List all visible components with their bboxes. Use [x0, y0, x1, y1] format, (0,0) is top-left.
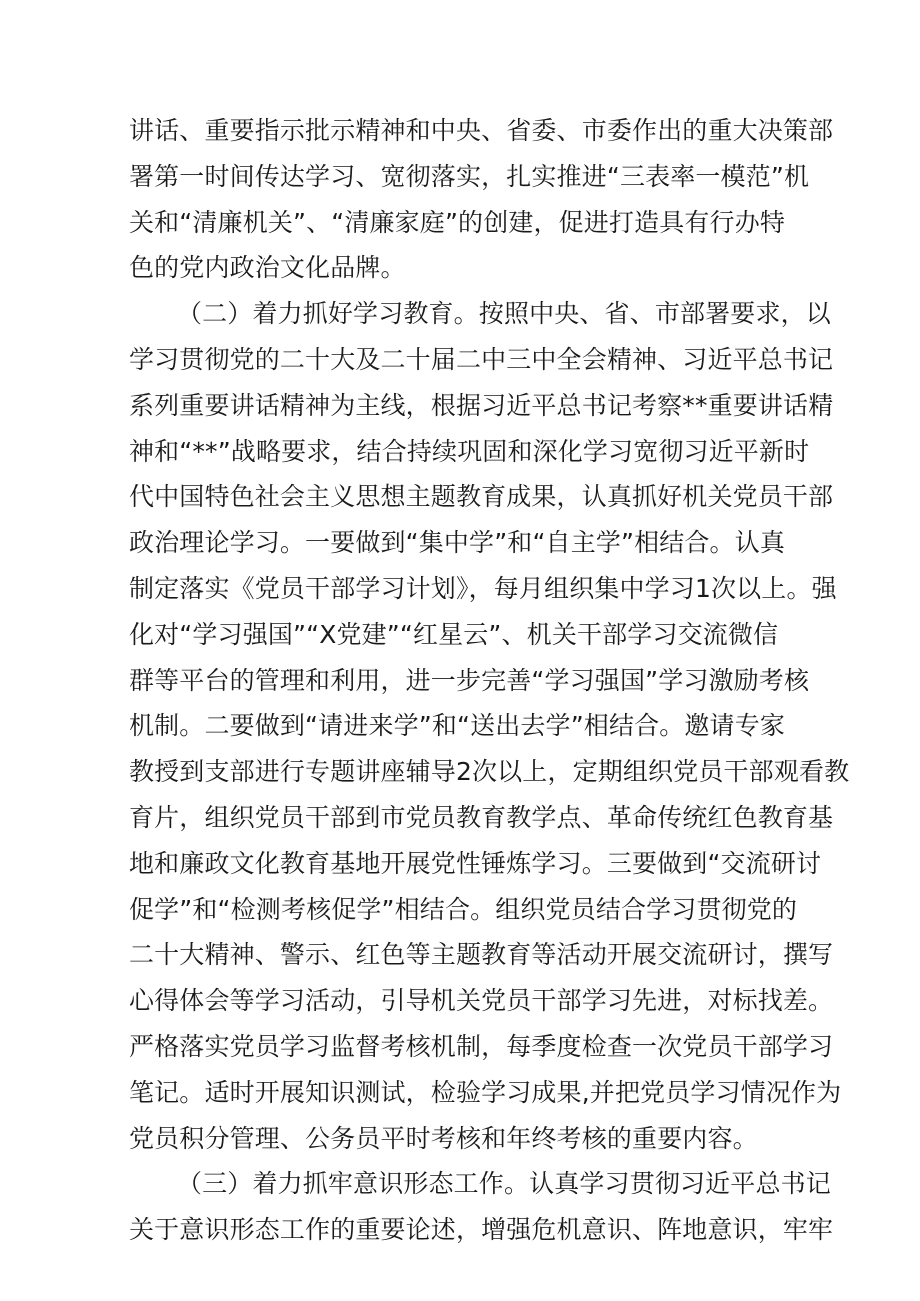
text-line: 代中国特色社会主义思想主题教育成果，认真抓好机关党员干部 [129, 482, 834, 512]
text-line: 神和“**”战略要求，结合持续巩固和深化学习宽彻习近平新时 [129, 436, 810, 466]
text-line: （二）着力抓好学习教育。按照中央、省、市部署要求，以 [177, 299, 831, 329]
text-line: 促学”和“检测考核促学”相结合。组织党员结合学习贯彻党的 [129, 894, 798, 924]
text-line: 笔记。适时开展知识测试，检验学习成果,并把党员学习情况作为 [129, 1077, 842, 1107]
text-line: 系列重要讲话精神为主线，根据习近平总书记考察**重要讲话精 [129, 390, 834, 420]
text-line: （三）着力抓牢意识形态工作。认真学习贯彻习近平总书记 [177, 1169, 831, 1199]
text-line: 关于意识形态工作的重要论述，增强危机意识、阵地意识，牢牢 [129, 1215, 834, 1245]
text-line: 二十大精神、警示、红色等主题教育等活动开展交流研讨，撰写 [129, 940, 834, 970]
text-line: 制定落实《党员干部学习计划》，每月组织集中学习1次以上。强 [129, 573, 837, 603]
text-line: 党员积分管理、公务员平时考核和年终考核的重要内容。 [129, 1123, 758, 1153]
text-line: 心得体会等学习活动，引导机关党员干部学习先进，对标找差。 [129, 986, 834, 1016]
text-line: 政治理论学习。一要做到“集中学”和“自主学”相结合。认真 [129, 528, 786, 558]
text-line: 育片，组织党员干部到市党员教育教学点、革命传统红色教育基 [129, 802, 834, 832]
text-line: 教授到支部进行专题讲座辅导2次以上，定期组织党员干部观看教 [129, 757, 850, 787]
paragraph-continuation [129, 108, 834, 291]
text-line: 署第一时间传达学习、宽彻落实，扎实推进“三表率一模范”机 [129, 161, 810, 191]
text-line: 学习贯彻党的二十大及二十届二中三中全会精神、习近平总书记 [129, 344, 834, 374]
text-line: 色的党内政治文化品牌。 [129, 253, 406, 283]
text-line: 关和“清廉机关”、“清廉家庭”的创建，促进打造具有行办特 [129, 207, 786, 237]
text-line: 讲话、重要指示批示精神和中央、省委、市委作出的重大决策部 [129, 116, 834, 145]
paragraph-ideology-work [129, 1161, 834, 1253]
text-line: 严格落实党员学习监督考核机制，每季度检查一次党员干部学习 [129, 1031, 834, 1061]
text-line: 化对“学习强国”“X党建”“红星云”、机关干部学习交流微信 [129, 619, 779, 649]
text-line: 地和廉政文化教育基地开展党性锤炼学习。三要做到“交流研讨 [129, 848, 822, 878]
text-line: 机制。二要做到“请进来学”和“送出去学”相结合。邀请专家 [129, 711, 786, 741]
text-line: 群等平台的管理和利用，进一步完善“学习强国”学习激励考核 [129, 665, 810, 695]
paragraph-study-education [129, 291, 850, 1161]
document-body [129, 108, 850, 1253]
